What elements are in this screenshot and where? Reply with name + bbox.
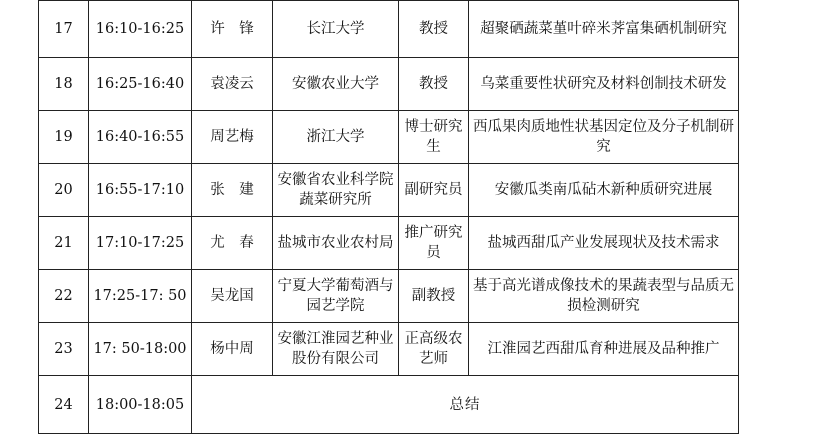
time-slot: 16:25-16:40: [89, 58, 192, 111]
row-number: 17: [39, 1, 89, 58]
time-slot: 17:10-17:25: [89, 217, 192, 270]
table-row: [39, 164, 739, 217]
speaker-title: 副研究员: [399, 164, 469, 217]
row-number: 22: [39, 270, 89, 323]
talk-topic: 西瓜果肉质地性状基因定位及分子机制研究: [469, 111, 739, 164]
time-slot: 18:00-18:05: [89, 376, 192, 434]
summary-label: 总结: [192, 376, 739, 434]
table-row: [39, 376, 739, 434]
speaker-name: 许 锋: [192, 1, 273, 58]
speaker-affiliation: 安徽省农业科学院蔬菜研究所: [273, 164, 399, 217]
row-number: 20: [39, 164, 89, 217]
speaker-affiliation: 盐城市农业农村局: [273, 217, 399, 270]
speaker-title: 教授: [399, 1, 469, 58]
talk-topic: 超聚硒蔬菜堇叶碎米荠富集硒机制研究: [469, 1, 739, 58]
table-row: [39, 1, 739, 58]
time-slot: 17: 50-18:00: [89, 323, 192, 376]
talk-topic: 盐城西甜瓜产业发展现状及技术需求: [469, 217, 739, 270]
speaker-title: 正高级农艺师: [399, 323, 469, 376]
speaker-affiliation: 安徽江淮园艺种业股份有限公司: [273, 323, 399, 376]
talk-topic: 江淮园艺西甜瓜育种进展及品种推广: [469, 323, 739, 376]
speaker-affiliation: 宁夏大学葡萄酒与园艺学院: [273, 270, 399, 323]
speaker-affiliation: 安徽农业大学: [273, 58, 399, 111]
speaker-title: 教授: [399, 58, 469, 111]
speaker-name: 杨中周: [192, 323, 273, 376]
agenda-table: [38, 0, 739, 434]
speaker-title: 博士研究生: [399, 111, 469, 164]
row-number: 24: [39, 376, 89, 434]
talk-topic: 乌菜重要性状研究及材料创制技术研发: [469, 58, 739, 111]
speaker-name: 尤 春: [192, 217, 273, 270]
table-row: [39, 58, 739, 111]
speaker-name: 袁凌云: [192, 58, 273, 111]
speaker-affiliation: 长江大学: [273, 1, 399, 58]
table-row: [39, 323, 739, 376]
time-slot: 16:55-17:10: [89, 164, 192, 217]
speaker-title: 推广研究员: [399, 217, 469, 270]
time-slot: 16:40-16:55: [89, 111, 192, 164]
table-row: [39, 111, 739, 164]
speaker-title: 副教授: [399, 270, 469, 323]
row-number: 21: [39, 217, 89, 270]
speaker-name: 周艺梅: [192, 111, 273, 164]
time-slot: 17:25-17: 50: [89, 270, 192, 323]
row-number: 18: [39, 58, 89, 111]
time-slot: 16:10-16:25: [89, 1, 192, 58]
talk-topic: 基于高光谱成像技术的果蔬表型与品质无损检测研究: [469, 270, 739, 323]
speaker-name: 张 建: [192, 164, 273, 217]
table-row: [39, 217, 739, 270]
speaker-name: 吴龙国: [192, 270, 273, 323]
talk-topic: 安徽瓜类南瓜砧木新种质研究进展: [469, 164, 739, 217]
row-number: 19: [39, 111, 89, 164]
table-row: [39, 270, 739, 323]
row-number: 23: [39, 323, 89, 376]
speaker-affiliation: 浙江大学: [273, 111, 399, 164]
